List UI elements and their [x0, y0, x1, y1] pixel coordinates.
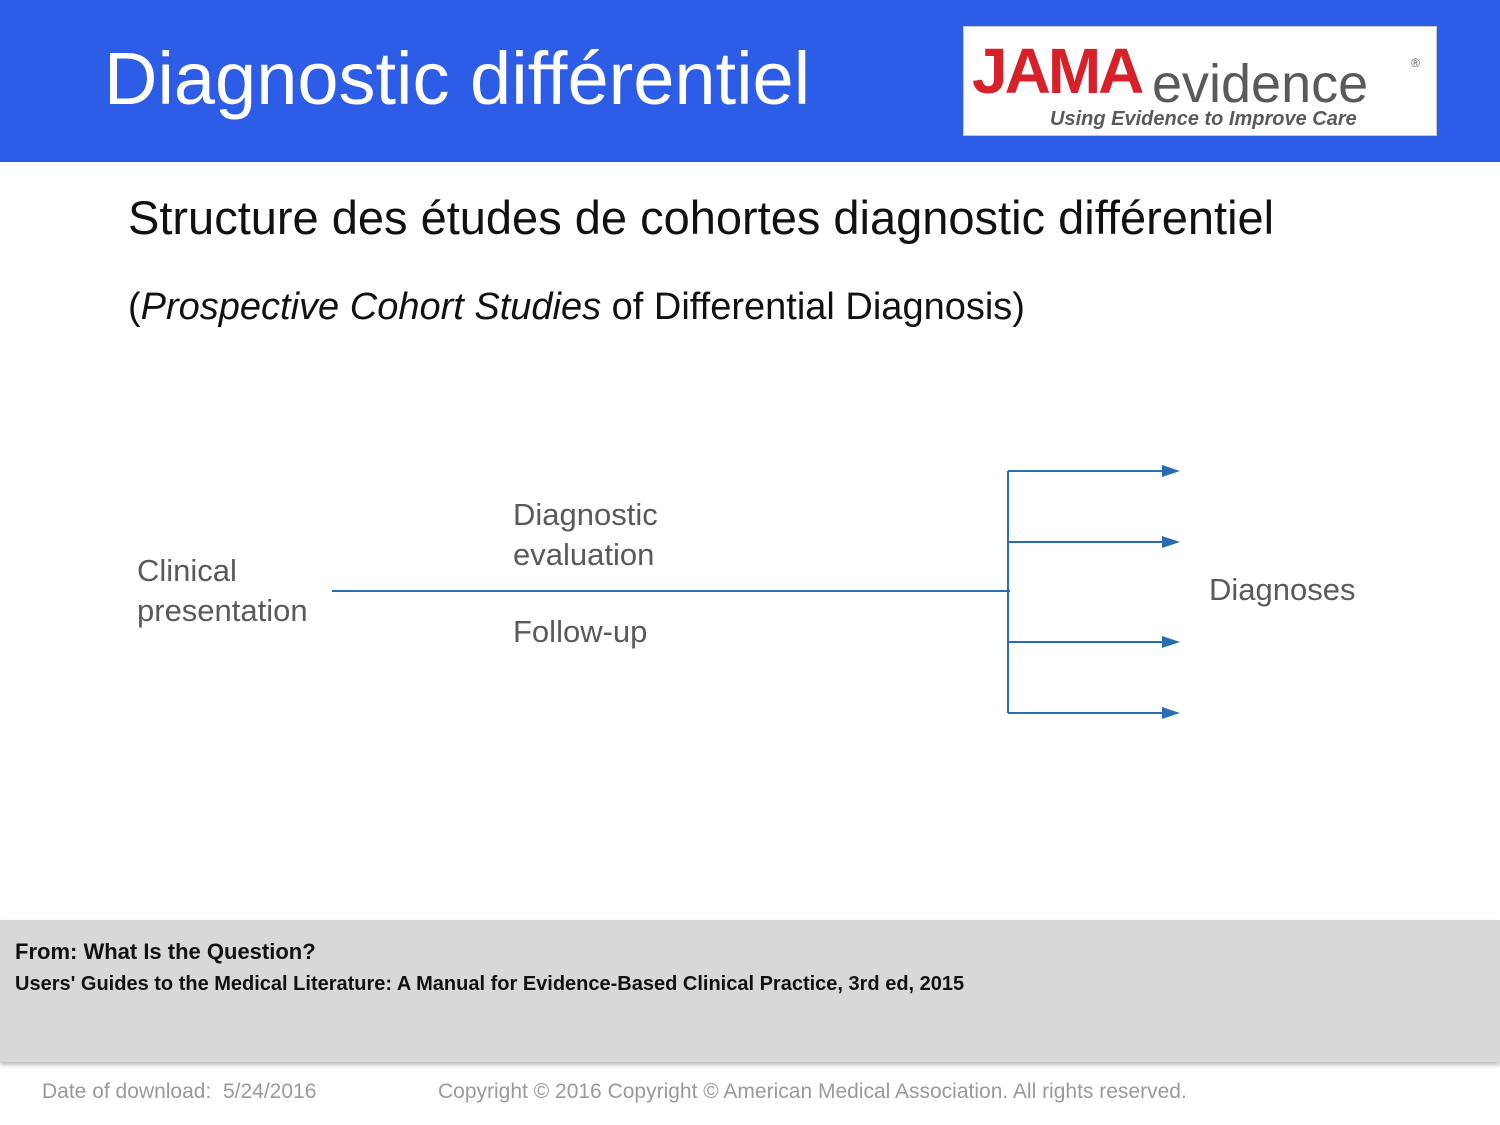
- logo-brand: JAMA: [972, 35, 1142, 107]
- download-date: Date of download: 5/24/2016: [42, 1080, 317, 1103]
- branch-arrowhead-2: [1162, 536, 1180, 548]
- branch-arrowhead-1: [1162, 465, 1180, 477]
- subtitle-rest: of Differential Diagnosis): [601, 286, 1025, 328]
- logo-product: evidence: [1152, 54, 1369, 114]
- start-label-line1: Clinical: [137, 553, 237, 588]
- middle-label-line2: evaluation: [513, 537, 655, 572]
- end-label: Diagnoses: [1209, 572, 1356, 607]
- branch-arrowhead-4: [1162, 707, 1180, 719]
- branch-arrowhead-3: [1162, 636, 1180, 648]
- middle-label-line1: Diagnostic: [513, 497, 658, 532]
- slide-subtitle: Structure des études de cohortes diagnostic différentiel: [128, 191, 1275, 244]
- page-title: Diagnostic différentiel: [104, 37, 811, 120]
- source-box: [0, 920, 1500, 1062]
- subtitle-paren: (: [128, 286, 141, 328]
- source-citation: Users' Guides to the Medical Literature: A Manual for Evidence-Based Clinical Practice, 3rd ed, 2015: [15, 973, 965, 995]
- logo-tagline: Using Evidence to Improve Care: [1050, 108, 1357, 130]
- subtitle-italic: Prospective Cohort Studies: [140, 286, 602, 328]
- copyright-notice: Copyright © 2016 Copyright © American Medical Association. All rights reserved.: [438, 1080, 1187, 1103]
- logo-registered-mark: ®: [1411, 56, 1420, 70]
- source-title: From: What Is the Question?: [15, 939, 316, 964]
- start-label-line2: presentation: [137, 593, 308, 628]
- diagram-lines: [332, 465, 1180, 719]
- middle-label-followup: Follow-up: [513, 614, 648, 649]
